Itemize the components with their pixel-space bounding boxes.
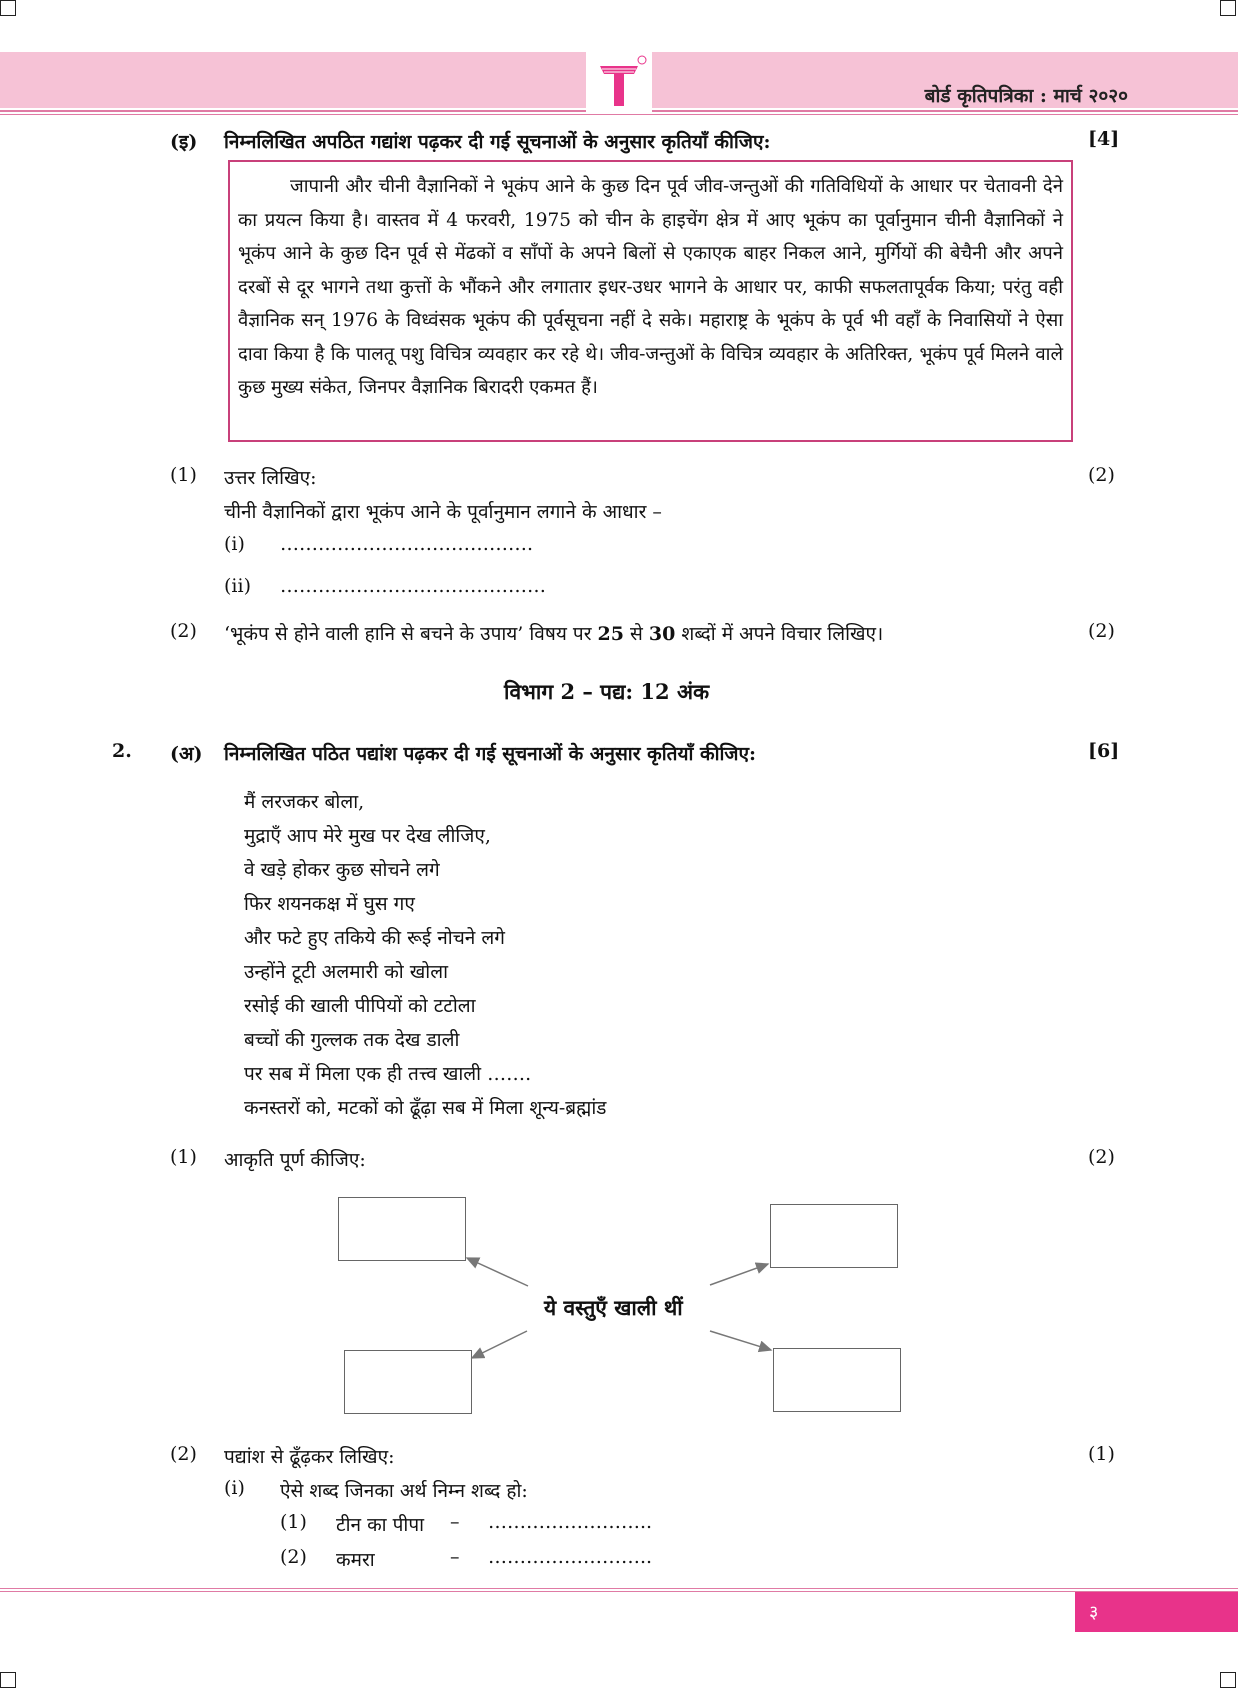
poem-line: उन्होंने टूटी अलमारी को खोला [244,961,449,983]
word-item-word: कमरा [336,1549,375,1571]
poem-line: बच्चों की गुल्लक तक देख डाली [244,1029,460,1051]
poem-line: रसोई की खाली पीपियों को टटोला [244,995,476,1017]
poem-line: पर सब में मिला एक ही तत्त्व खाली ……. [244,1063,532,1085]
word-item-number: (2) [280,1546,307,1568]
subquestion-prompt: चीनी वैज्ञानिकों द्वारा भूकंप आने के पूर्वानुमान लगाने के आधार – [224,501,662,523]
logo-icon [586,52,652,112]
subquestion-marks: (1) [1088,1443,1115,1465]
word-item-word: टीन का पीपा [336,1514,425,1536]
text-part: शब्दों में अपने विचार लिखिए। [675,623,884,645]
header-rule-thin [0,114,1238,115]
question-label: (अ) [170,743,203,765]
subquestion-title: उत्तर लिखिए: [224,467,317,489]
poem-line: मुद्राएँ आप मेरे मुख पर देख लीजिए, [244,825,491,847]
footer-rule [0,1588,1238,1589]
word-item-blank: …………………….. [488,1511,653,1533]
question-marks: [6] [1088,740,1120,762]
text-part: ‘भूकंप से होने वाली हानि से बचने के उपाय’ विषय पर [224,623,598,645]
arrow-to-top-right [710,1264,768,1285]
crop-mark-bottom-right [1220,1672,1236,1688]
word-item-dash: – [450,1511,460,1533]
subquestion-number: (1) [170,1146,197,1168]
word-count-min: 25 [597,623,624,645]
page-number: ३ [1089,1602,1099,1623]
word-count-max: 30 [648,623,676,645]
subquestion-number: (2) [170,1443,197,1465]
crop-mark-bottom-left [0,1672,16,1688]
answer-blank: …………………………………… [280,575,546,597]
subquestion-marks: (2) [1088,620,1115,642]
question-instruction: निम्नलिखित पठित पद्यांश पढ़कर दी गई सूचनाओं के अनुसार कृतियाँ कीजिए: [224,743,757,765]
passage-box [228,160,1073,442]
answer-item-number: (i) [224,533,245,555]
answer-item-number: (ii) [224,575,251,597]
poem-line: मैं लरजकर बोला, [244,791,365,813]
answer-box-bottom-right[interactable] [773,1348,901,1412]
part-number: (i) [224,1477,245,1499]
publisher-logo [586,52,652,112]
text-part: से [623,623,649,645]
subquestion-marks: (2) [1088,1146,1115,1168]
passage-content: जापानी और चीनी वैज्ञानिकों ने भूकंप आने के कुछ दिन पूर्व जीव-जन्तुओं की गतिविधियों के आधार पर चेतावनी देने का प्रयत्न किया है। वास्तव में 4 फरवरी, 1975 को चीन के हाइचेंग क्षेत्र में आए भूकंप का पूर्वानुमान चीनी वैज्ञानिकों ने भूकंप आने के कुछ दिन पूर्व से मेंढकों व साँपों के अपने बिलों से एकाएक बाहर निकल आने, मुर्गियों की बेचैनी और अपने दरबों से दूर भागने तथा कुत्तों के भौंकने और लगातार इधर-उधर भागने के आधार पर, काफी सफलतापूर्वक किया; परंतु वही वैज्ञानिक सन् 1976 के विध्वंसक भूकंप की पूर्वसूचना नहीं दे सके। महाराष्ट्र के भूकंप के पूर्व भी वहाँ के निवासियों ने ऐसा दावा किया है कि पालतू पशु विचित्र व्यवहार कर रहे थे। जीव-जन्तुओं के विचित्र व्यवहार के अतिरिक्त, भूकंप पूर्व मिलने वाले कुछ मुख्य संकेत, जिनपर वैज्ञानिक बिरादरी एकमत हैं। [238,176,1063,398]
figure-center-label: ये वस्तुएँ खाली थीं [544,1295,683,1320]
crop-mark-top-right [1220,0,1236,16]
part-text: ऐसे शब्द जिनका अर्थ निम्न शब्द हो: [280,1480,528,1502]
question-instruction: निम्नलिखित अपठित गद्यांश पढ़कर दी गई सूचनाओं के अनुसार कृतियाँ कीजिए: [224,131,771,153]
word-item-dash: – [450,1546,460,1568]
answer-box-bottom-left[interactable] [344,1350,472,1414]
crop-mark-top-left [0,0,16,16]
arrow-to-bottom-left [472,1331,527,1358]
answer-box-top-left[interactable] [338,1197,466,1261]
subquestion-text [224,620,883,646]
arrow-to-bottom-right [710,1331,771,1350]
answer-blank: …………………………………. [280,533,534,555]
poem-line: और फटे हुए तकिये की रूई नोचने लगे [244,927,505,949]
section-heading: विभाग 2 – पद्य: 12 अंक [504,679,710,704]
question-label: (इ) [170,131,198,153]
page-number-badge [1075,1592,1238,1632]
answer-box-top-right[interactable] [770,1204,898,1268]
subquestion-title: आकृति पूर्ण कीजिए: [224,1149,366,1171]
word-item-number: (1) [280,1511,307,1533]
subquestion-number: (1) [170,464,197,486]
subquestion-title: पद्यांश से ढूँढ़कर लिखिए: [224,1446,395,1468]
question-number: 2. [112,740,132,762]
subquestion-number: (2) [170,620,197,642]
passage-text [238,170,1063,405]
subquestion-marks: (2) [1088,464,1115,486]
arrow-to-top-left [467,1258,528,1286]
footer-rule-thin [0,1591,1238,1592]
poem-line: फिर शयनकक्ष में घुस गए [244,893,415,915]
word-item-blank: …………………….. [488,1546,653,1568]
poem-line: कनस्तरों को, मटकों को ढूँढ़ा सब में मिला शून्य-ब्रह्मांड [244,1097,607,1119]
poem-line: वे खड़े होकर कुछ सोचने लगे [244,859,440,881]
page-title: बोर्ड कृतिपत्रिका : मार्च २०२० [924,85,1128,107]
question-marks: [4] [1088,128,1120,150]
